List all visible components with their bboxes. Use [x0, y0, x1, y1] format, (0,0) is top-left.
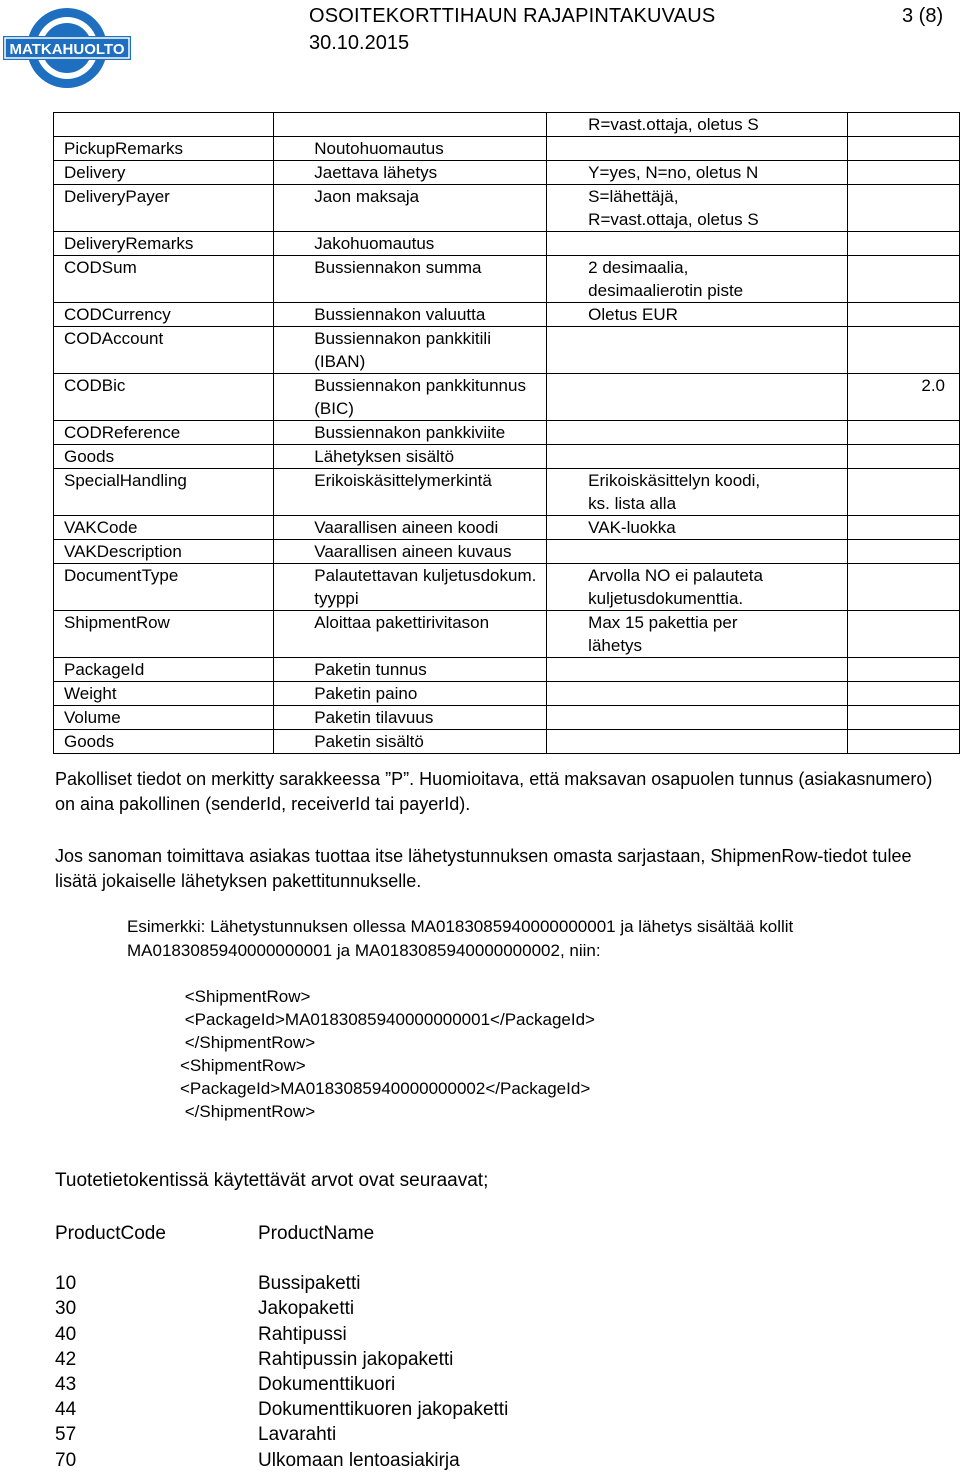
table-cell-c3 [547, 540, 848, 564]
table-row [54, 113, 960, 137]
table-cell-c2: Lähetyksen sisältö [274, 445, 547, 469]
table-cell-c4 [848, 256, 960, 303]
product-code: 10 [55, 1273, 77, 1295]
table-cell-c3 [547, 706, 848, 730]
svg-text:MATKAHUOLTO: MATKAHUOLTO [9, 41, 125, 58]
product-code: 30 [55, 1298, 77, 1320]
table-row [54, 374, 960, 421]
table-cell-c3 [547, 421, 848, 445]
table-cell-c1: Volume [54, 706, 274, 730]
table-cell-c2: Aloittaa pakettirivitason [274, 611, 547, 658]
product-name: Dokumenttikuoren jakopaketti [258, 1399, 509, 1421]
product-name: Bussipaketti [258, 1273, 361, 1295]
table-cell-c3: Erikoiskäsittelyn koodi, ks. lista alla [547, 469, 848, 516]
table-row [54, 682, 960, 706]
table-row [54, 730, 960, 754]
product-name-header: ProductName [258, 1223, 375, 1244]
table-cell-c4 [848, 137, 960, 161]
product-list [55, 1221, 508, 1473]
table-cell-c1: Goods [54, 445, 274, 469]
matkahuolto-logo [3, 5, 131, 91]
table-cell-c1: PickupRemarks [54, 137, 274, 161]
product-name: Lavarahti [258, 1424, 337, 1446]
product-name: Ulkomaan lentoasiakirja [258, 1449, 460, 1471]
product-item [55, 1347, 508, 1372]
table-row [54, 611, 960, 658]
table-row [54, 327, 960, 374]
product-name: Jakopaketti [258, 1298, 355, 1320]
table-cell-c3 [547, 327, 848, 374]
product-values-intro: Tuotetietokentissä käytettävät arvot ovat seuraavat; [55, 1170, 489, 1191]
table-cell-c1: DeliveryRemarks [54, 232, 274, 256]
table-cell-c4 [848, 303, 960, 327]
example-text: Esimerkki: Lähetystunnuksen ollessa MA0183085940000000001 ja lähetys sisältää kollit MA0183085940000000001 ja MA0183085940000000002, niin: [127, 917, 794, 960]
table-cell-c4 [848, 327, 960, 374]
table-cell-c4 [848, 682, 960, 706]
shipment-row-note: Jos sanoman toimittava asiakas tuottaa itse lähetystunnuksen omasta sarjastaan, ShipmenRow-tiedot tulee lisätä jokaiselle lähetyksen pakettitunnukselle. [55, 846, 912, 891]
table-cell-c3 [547, 445, 848, 469]
table-cell-c2 [274, 113, 547, 137]
table-cell-c1: SpecialHandling [54, 469, 274, 516]
table-row [54, 185, 960, 232]
table-cell-c2: Palautettavan kuljetusdokum. tyyppi [274, 564, 547, 611]
table-row [54, 564, 960, 611]
table-cell-c2: Vaarallisen aineen kuvaus [274, 540, 547, 564]
page-number: 3 (8) [902, 5, 944, 27]
table-row [54, 256, 960, 303]
table-cell-c2: Paketin tunnus [274, 658, 547, 682]
table-cell-c4 [848, 611, 960, 658]
table-cell-c4 [848, 185, 960, 232]
product-name: Rahtipussin jakopaketti [258, 1348, 454, 1370]
table-cell-c3: Oletus EUR [547, 303, 848, 327]
product-code: 42 [55, 1348, 77, 1370]
table-cell-c1: DocumentType [54, 564, 274, 611]
product-name: Rahtipussi [258, 1323, 347, 1345]
table-cell-c4 [848, 730, 960, 754]
table-cell-c4 [848, 232, 960, 256]
product-item [55, 1322, 508, 1347]
product-code-header: ProductCode [55, 1223, 166, 1244]
table-row [54, 137, 960, 161]
table-cell-c2: Bussiennakon valuutta [274, 303, 547, 327]
table-cell-c1: CODCurrency [54, 303, 274, 327]
product-item [55, 1271, 508, 1296]
table-cell-c3: Y=yes, N=no, oletus N [547, 161, 848, 185]
table-cell-c2: Jaon maksaja [274, 185, 547, 232]
table-cell-c4 [848, 161, 960, 185]
table-row [54, 658, 960, 682]
xml-line: <PackageId>MA0183085940000000002</PackageId> [180, 1079, 591, 1098]
table-row [54, 421, 960, 445]
table-cell-c1: VAKCode [54, 516, 274, 540]
product-code: 57 [55, 1424, 77, 1446]
table-cell-c3: Max 15 pakettia per lähetys [547, 611, 848, 658]
table-cell-c4 [848, 469, 960, 516]
table-cell-c1: Goods [54, 730, 274, 754]
table-cell-c4 [848, 706, 960, 730]
product-list-header [55, 1221, 508, 1246]
document-date: 30.10.2015 [309, 32, 410, 54]
xml-line: <ShipmentRow> [180, 987, 311, 1006]
xml-line: <PackageId>MA0183085940000000001</PackageId> [180, 1010, 595, 1029]
product-item [55, 1422, 508, 1447]
xml-line: </ShipmentRow> [180, 1102, 316, 1121]
table-row [54, 232, 960, 256]
table-cell-c3 [547, 730, 848, 754]
table-row [54, 540, 960, 564]
table-cell-c2: Bussiennakon pankkiviite [274, 421, 547, 445]
table-cell-c3 [547, 137, 848, 161]
xml-example [180, 985, 595, 1123]
table-cell-c1: DeliveryPayer [54, 185, 274, 232]
product-item [55, 1296, 508, 1321]
table-cell-c1: CODBic [54, 374, 274, 421]
mandatory-fields-note: Pakolliset tiedot on merkitty sarakkeessa ”P”. Huomioitava, että maksavan osapuolen tunnus (asiakasnumero) on aina pakollinen (senderId, receiverId tai payerId). [55, 769, 933, 814]
product-item [55, 1397, 508, 1422]
table-cell-c3 [547, 232, 848, 256]
table-cell-c4 [848, 516, 960, 540]
table-cell-c2: Bussiennakon pankkitili (IBAN) [274, 327, 547, 374]
table-cell-c1: Weight [54, 682, 274, 706]
table-cell-c1: PackageId [54, 658, 274, 682]
table-cell-c1: CODReference [54, 421, 274, 445]
table-cell-c1 [54, 113, 274, 137]
table-cell-c1: CODAccount [54, 327, 274, 374]
table-cell-c4: 2.0 [848, 374, 960, 421]
table-cell-c2: Jaettava lähetys [274, 161, 547, 185]
table-cell-c4 [848, 658, 960, 682]
table-cell-c3: 2 desimaalia, desimaalierotin piste [547, 256, 848, 303]
product-item [55, 1448, 508, 1473]
product-code: 70 [55, 1449, 77, 1471]
table-cell-c2: Paketin paino [274, 682, 547, 706]
product-code: 44 [55, 1399, 77, 1421]
table-cell-c3: VAK-luokka [547, 516, 848, 540]
product-item [55, 1372, 508, 1397]
table-cell-c3 [547, 658, 848, 682]
table-cell-c2: Erikoiskäsittelymerkintä [274, 469, 547, 516]
table-cell-c4 [848, 421, 960, 445]
table-cell-c1: CODSum [54, 256, 274, 303]
product-code: 43 [55, 1374, 77, 1396]
table-cell-c4 [848, 564, 960, 611]
table-cell-c2: Bussiennakon summa [274, 256, 547, 303]
table-cell-c1: Delivery [54, 161, 274, 185]
table-row [54, 706, 960, 730]
table-row [54, 161, 960, 185]
table-cell-c4 [848, 113, 960, 137]
table-cell-c3 [547, 682, 848, 706]
table-cell-c4 [848, 540, 960, 564]
table-cell-c1: VAKDescription [54, 540, 274, 564]
table-cell-c2: Noutohuomautus [274, 137, 547, 161]
table-cell-c4 [848, 445, 960, 469]
table-cell-c2: Paketin tilavuus [274, 706, 547, 730]
table-row [54, 516, 960, 540]
xml-line: </ShipmentRow> [180, 1033, 316, 1052]
table-cell-c3: R=vast.ottaja, oletus S [547, 113, 848, 137]
table-cell-c2: Jakohuomautus [274, 232, 547, 256]
table-cell-c3: Arvolla NO ei palauteta kuljetusdokumenttia. [547, 564, 848, 611]
product-name: Dokumenttikuori [258, 1374, 396, 1396]
table-cell-c3: S=lähettäjä, R=vast.ottaja, oletus S [547, 185, 848, 232]
xml-line: <ShipmentRow> [180, 1056, 306, 1075]
table-row [54, 445, 960, 469]
table-row [54, 469, 960, 516]
table-cell-c2: Paketin sisältö [274, 730, 547, 754]
table-cell-c2: Bussiennakon pankkitunnus (BIC) [274, 374, 547, 421]
document-title: OSOITEKORTTIHAUN RAJAPINTAKUVAUS [309, 5, 716, 27]
table-row [54, 303, 960, 327]
table-cell-c2: Vaarallisen aineen koodi [274, 516, 547, 540]
table-cell-c3 [547, 374, 848, 421]
table-cell-c1: ShipmentRow [54, 611, 274, 658]
product-code: 40 [55, 1323, 77, 1345]
field-spec-table [53, 112, 960, 754]
